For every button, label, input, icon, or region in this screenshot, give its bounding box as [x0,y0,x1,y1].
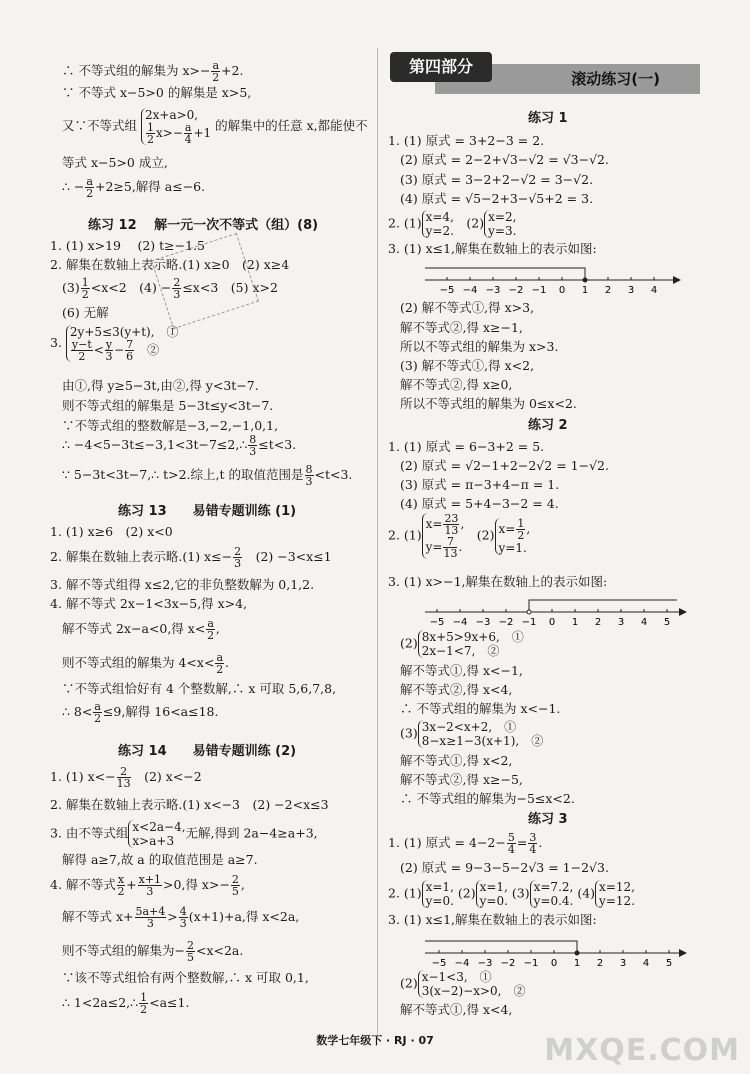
section-heading: 练习 12 解一元一次不等式（组）(8) [88,218,319,233]
text-line: 2. (1)x= $\frac{23}{13}$ , y= $\frac{7}{13}$ . (2) x= $\frac{1}{2}$ , y=1. [388,512,531,560]
tick-label: 2 [596,958,604,969]
tick-label: −3 [485,285,501,296]
axis-arrow [679,608,687,616]
text-line: 解不等式②,得 x≥−1, [400,320,523,335]
tick-label: 1 [581,285,589,296]
text-line: 解不等式 x+ $\frac{5a+4}{3}$ > $\frac{4}{3}$ (x+1)+a,得 x<2a, [62,905,300,930]
endpoint-dot [583,278,587,282]
text-line: 解不等式①,得 x<4, [400,1002,513,1017]
section-heading: 练习 14 易错专题训练 (2) [118,744,297,759]
section-heading: 练习 3 [528,812,568,827]
tick-label: −1 [531,285,547,296]
axis-arrow [673,276,681,284]
part-title-bar: 滚动练习(一) [435,64,700,94]
tick-label: 0 [558,285,566,296]
tick-label: −1 [521,617,537,628]
tick-label: −2 [508,285,524,296]
text-line: 4. 解不等式 2x−1<3x−5,得 x>4, [50,596,248,611]
part-tag: 第四部分 [390,52,492,82]
text-line: (3) 原式 = 3−2+2−√2 = 3−√2. [400,172,594,187]
tick-label: 3 [619,958,627,969]
tick-label: 1 [573,958,581,969]
text-line: 1. (1) x≥6 (2) x<0 [50,524,173,539]
column-divider [377,48,378,1038]
text-line: (3) 解不等式①,得 x<2, [400,358,535,373]
watermark-logo: MXQE.COM [544,1033,740,1068]
number-line-2 [425,592,690,628]
tick-label: −2 [498,617,514,628]
text-line: 等式 x−5>0 成立, [62,155,168,170]
text-line: 又∵不等式组 2x+a>0, $\frac{1}{2}$ x>− $\frac{a}{4}$ +1 的解集中的任意 x,都能使不 [62,108,368,146]
text-line: 所以不等式组的解集为 0≤x<2. [400,396,577,411]
text-line: 解不等式①,得 x<−1, [400,663,523,678]
text-line: 1. (1) 原式 = 6−3+2 = 5. [388,439,545,454]
text-line: (3) 3x−2<x+2, ① 8−x≥1−3(x+1), ② [400,720,544,748]
section-heading: 练习 1 [528,111,568,126]
tick-label: 3 [617,617,625,628]
tick-label: −5 [439,285,455,296]
text-line: 解不等式②,得 x≥0, [400,377,513,392]
text-line: ∴ 不等式组的解集为−5≤x<2. [400,791,575,806]
solution-range [425,268,585,280]
tick-label: 4 [640,617,648,628]
number-line-3 [425,933,690,969]
tick-label: 5 [665,958,673,969]
text-line: ∴ 1<2a≤2,∴ $\frac{1}{2}$ <a≤1. [62,991,190,1016]
text-line: (2) 解不等式①,得 x>3, [400,300,535,315]
tick-label: −3 [477,958,493,969]
text-line: (4) 原式 = 5+4−3−2 = 4. [400,496,559,511]
text-line: 2. (1) x=1, y=0. (2) x=1, y=0. (3) x=7.2, y=0.4. (4) x=12, y=12. [388,880,635,908]
text-line: ∴ 8< $\frac{a}{2}$ ≤9,解得 16<a≤18. [62,700,219,725]
tick-label: −3 [475,617,491,628]
text-line: 1. (1) 原式 = 4−2− $\frac{5}{4}$ = $\frac{3}{4}$ . [388,831,543,856]
text-line: 由①,得 y≥5−3t,由②,得 y<3t−7. [62,378,259,393]
text-line: ∵ 不等式 x−5>0 的解集是 x>5, [62,85,252,100]
tick-label: 0 [550,958,558,969]
text-line: 2. 解集在数轴上表示略.(1) x≥0 (2) x≥4 [50,257,290,272]
text-line: ∵不等式组的整数解是−3,−2,−1,0,1, [62,418,279,433]
text-line: ∴ −4<5−3t≤−3,1<3t−7≤2,∴ $\frac{8}{3}$ ≤t<3. [62,433,297,458]
tick-label: 3 [627,285,635,296]
tick-label: −4 [452,617,468,628]
endpoint-dot [575,951,579,955]
text-line: (4) 原式 = √5−2+3−√5+2 = 3. [400,191,594,206]
tick-label: 0 [548,617,556,628]
text-line: 解不等式①,得 x<2, [400,753,513,768]
number-line-1 [425,260,685,296]
text-line: ∴ 不等式组的解集为 x<−1. [400,701,561,716]
text-line: 2. 解集在数轴上表示略.(1) x<−3 (2) −2<x≤3 [50,797,329,812]
text-line: 3. 由不等式组 x<2a−4, x>a+3无解,得到 2a−4≥a+3, [50,820,318,848]
tick-label: −5 [431,958,447,969]
text-line: ∵不等式组恰好有 4 个整数解,∴ x 可取 5,6,7,8, [62,681,337,696]
text-line: 3. 解不等式组得 x≤2,它的非负整数解为 0,1,2. [50,577,315,592]
text-line: (6) 无解 [62,305,109,320]
text-line: ∴ − $\frac{a}{2}$ +2≥5,解得 a≤−6. [62,175,206,200]
text-line: 2. (1) x=4, y=2. (2) x=2, y=3. [388,210,517,238]
endpoint-dot [527,610,531,614]
tick-label: −4 [454,958,470,969]
text-line: 1. (1) x<− $\frac{2}{13}$ (2) x<−2 [50,765,202,790]
text-line: (3) $\frac{1}{2}$ <x<2 (4) − $\frac{2}{3}$ ≤x<3 (5) x>2 [62,276,278,301]
text-line: (2) 原式 = 2−2+√3−√2 = √3−√2. [400,152,609,167]
tick-label: 1 [571,617,579,628]
text-line: (3) 原式 = π−3+4−π = 1. [400,477,560,492]
text-line: 解不等式②,得 x<4, [400,682,513,697]
section-heading: 练习 13 易错专题训练 (1) [118,504,297,519]
tick-label: −4 [462,285,478,296]
solution-range [529,600,677,612]
text-line: 3. 2y+5≤3(y+t), ① $\frac{y-t}{2}$ < $\frac{y}{3}$ − $\frac{7}{6}$ ② [50,325,179,363]
text-line: 1. (1) x>19 (2) t≥−1.5 [50,238,206,253]
text-line: 3. (1) x>−1,解集在数轴上的表示如图: [388,574,608,589]
text-line: (2) 8x+5>9x+6, ① 2x−1<7, ② [400,630,524,658]
text-line: 1. (1) 原式 = 3+2−3 = 2. [388,133,545,148]
text-line: ∵ 5−3t<3t−7,∴ t>2.综上,t 的取值范围是 $\frac{8}{3}$ <t<3. [62,463,353,488]
tick-label: 2 [604,285,612,296]
section-heading: 练习 2 [528,418,568,433]
text-line: 解不等式 2x−a<0,得 x< $\frac{a}{2}$ , [62,617,220,642]
tick-label: 4 [642,958,650,969]
text-line: 所以不等式组的解集为 x>3. [400,339,559,354]
text-line: 4. 解不等式 $\frac{x}{2}$ + $\frac{x+1}{3}$ >0,得 x>− $\frac{2}{5}$ , [50,873,245,898]
tick-label: −2 [500,958,516,969]
text-line: 3. (1) x≤1,解集在数轴上的表示如图: [388,912,597,927]
text-line: 2. 解集在数轴上表示略.(1) x≤− $\frac{2}{3}$ (2) −3<x≤1 [50,545,332,570]
text-line: 则不等式组的解集为− $\frac{2}{5}$ <x<2a. [62,939,244,964]
text-line: ∵该不等式组恰有两个整数解,∴ x 可取 0,1, [62,970,309,985]
text-line: 3. (1) x≤1,解集在数轴上的表示如图: [388,241,597,256]
tick-label: −1 [523,958,539,969]
text-line: 则不等式组的解集是 5−3t≤y<3t−7. [62,398,274,413]
text-line: (2) 原式 = √2−1+2−2√2 = 1−√2. [400,458,609,473]
text-line: (2) 原式 = 9−3−5−2√3 = 1−2√3. [400,860,609,875]
tick-label: 5 [663,617,671,628]
tick-label: 2 [594,617,602,628]
text-line: 则不等式组的解集为 4<x< $\frac{a}{2}$ . [62,651,229,676]
page-footer: 数学七年级下 · RJ · 07 [316,1034,434,1047]
tick-label: 4 [650,285,658,296]
text-line: (2) x−1<3, ① 3(x−2)−x>0, ② [400,970,526,998]
text-line: ∴ 不等式组的解集为 x>− $\frac{a}{2}$ +2. [62,59,244,84]
tick-label: −5 [429,617,445,628]
text-line: 解得 a≥7,故 a 的取值范围是 a≥7. [62,852,258,867]
text-line: 解不等式②,得 x≥−5, [400,772,523,787]
axis-arrow [679,949,687,957]
